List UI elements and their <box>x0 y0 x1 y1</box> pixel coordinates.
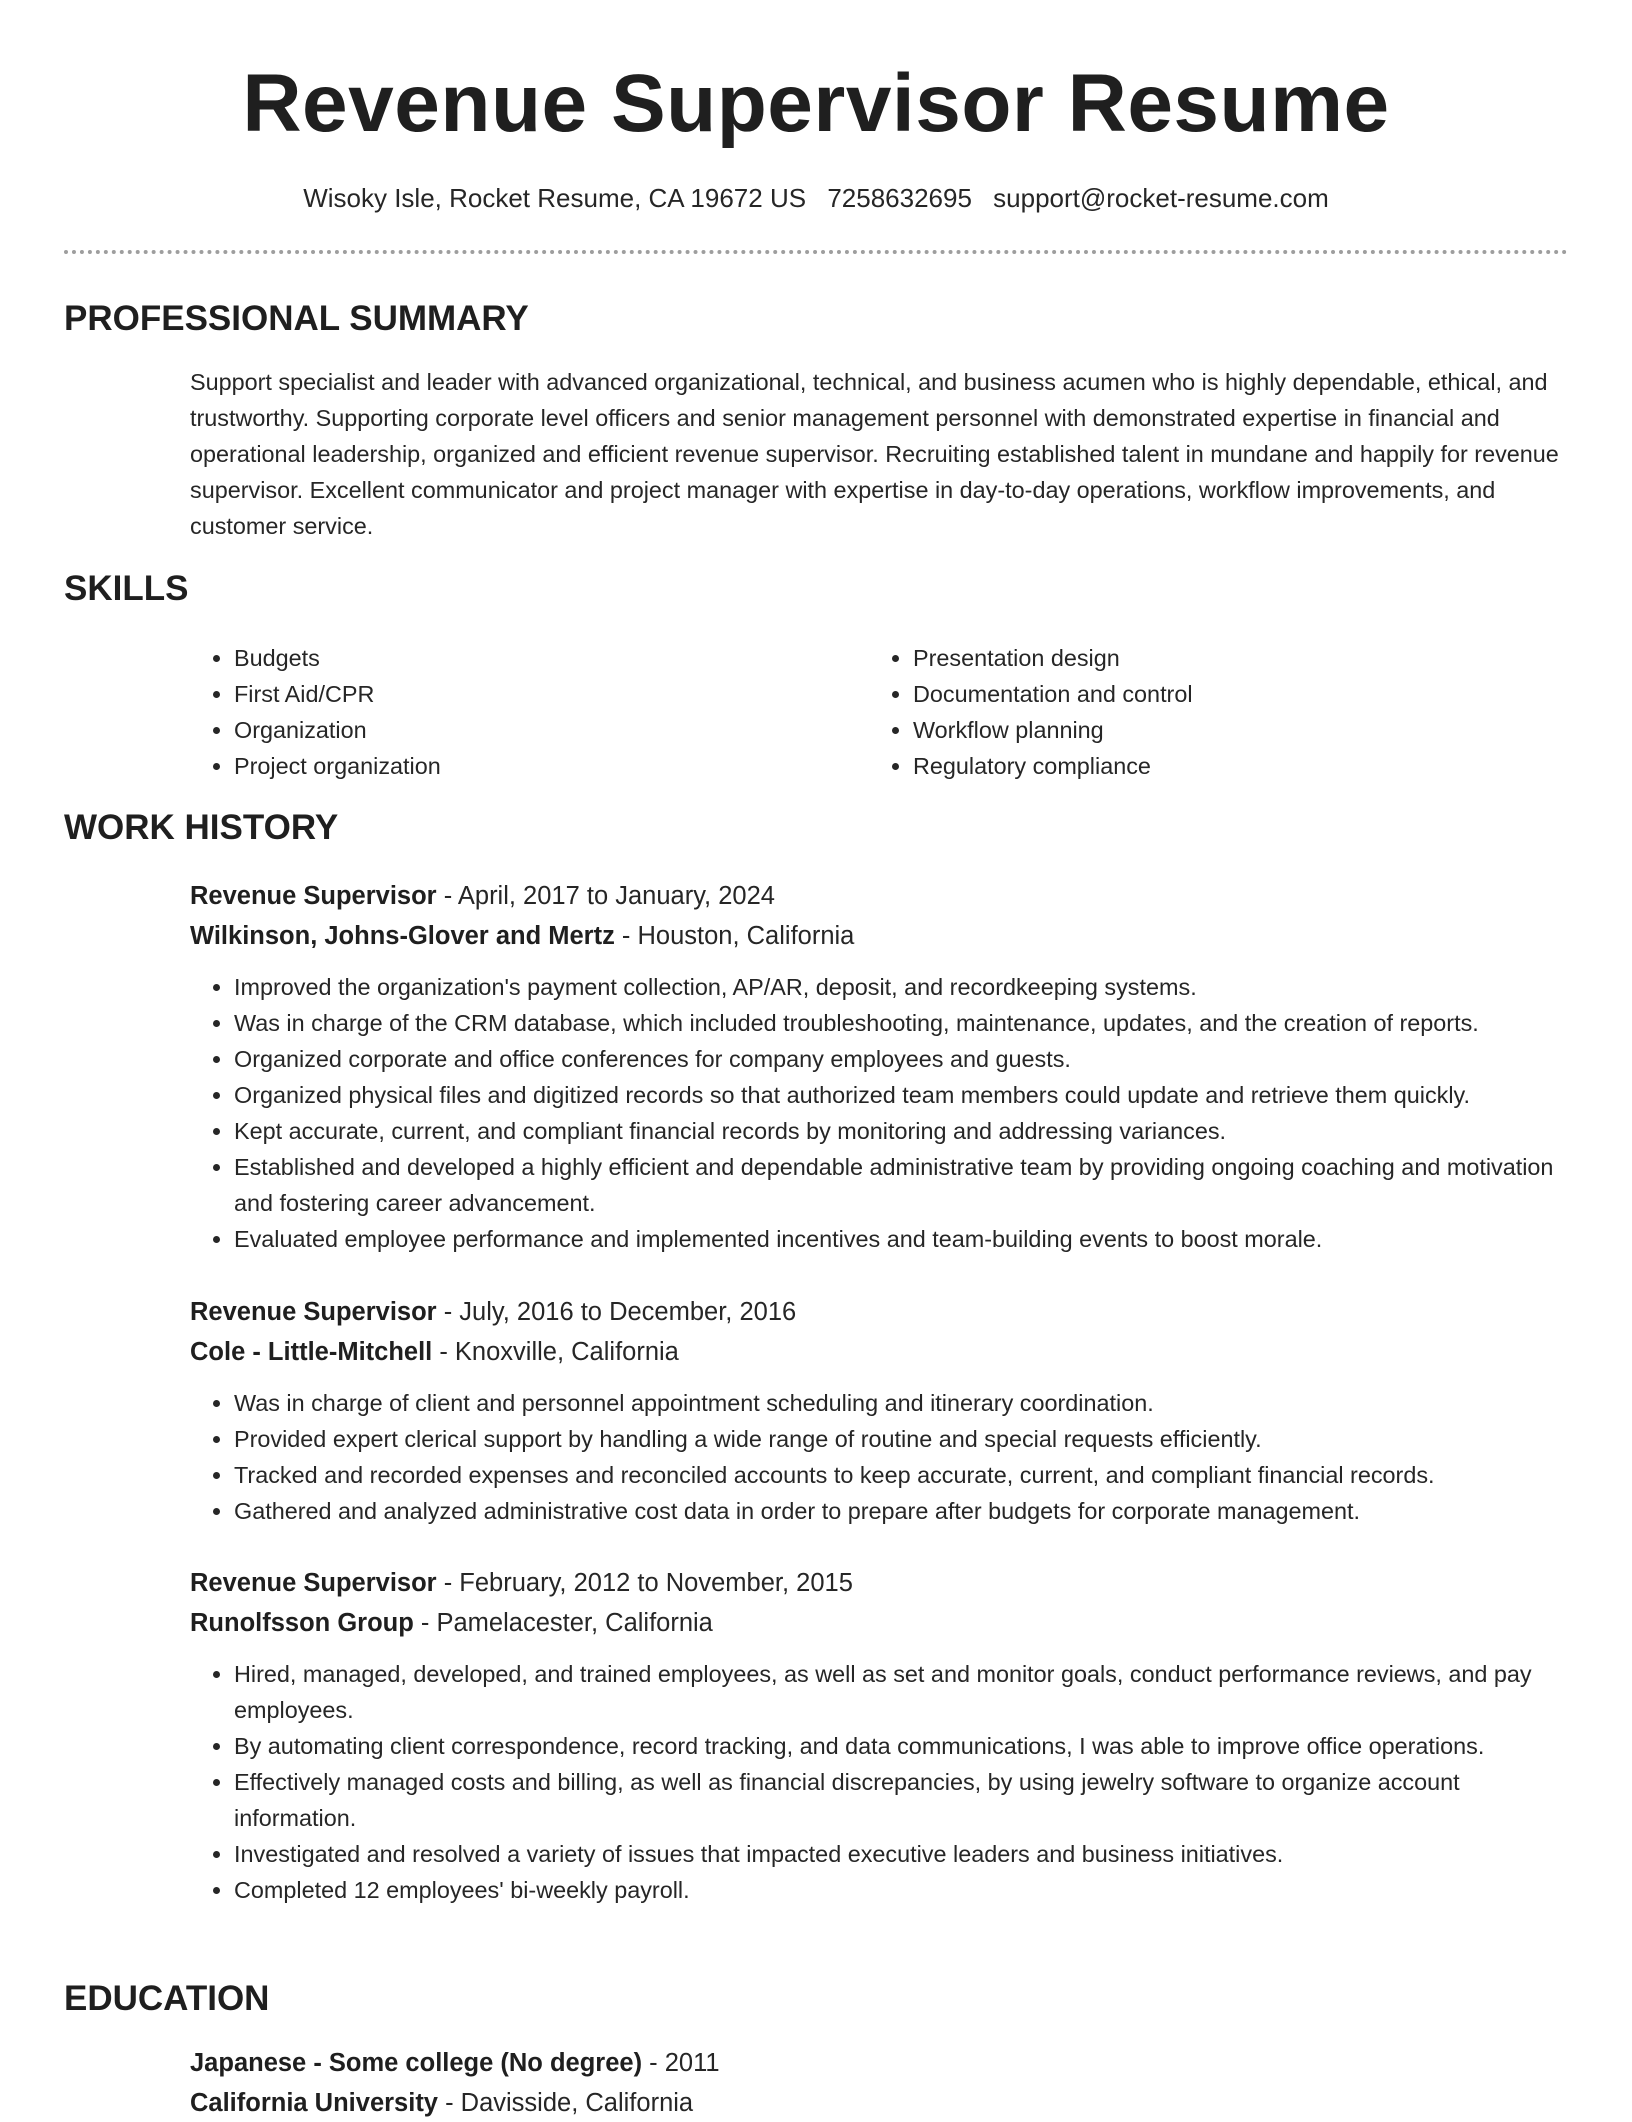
job-title-line: Revenue Supervisor - July, 2016 to December, 2016 <box>190 1298 797 1326</box>
skill-item: • Organization <box>234 712 830 748</box>
job-entry <box>190 877 1580 1257</box>
job-bullets <box>190 969 1580 1257</box>
job-bullet: • Established and developed a highly efficient and dependable administrative team by providing ongoing coaching and motivation and fostering career advancement. <box>234 1149 1580 1221</box>
header-divider <box>64 250 1568 254</box>
skills-list-right <box>869 640 1509 784</box>
job-bullet: • Improved the organization's payment collection, AP/AR, deposit, and recordkeeping systems. <box>234 969 1580 1005</box>
job-bullet: • Kept accurate, current, and compliant financial records by monitoring and addressing variances. <box>234 1113 1580 1149</box>
contact-email: support@rocket-resume.com <box>993 183 1329 213</box>
job-company: Wilkinson, Johns-Glover and Mertz <box>190 922 615 950</box>
job-location: Knoxville, California <box>454 1338 679 1366</box>
job-bullet: • Was in charge of client and personnel appointment scheduling and itinerary coordination. <box>234 1385 1580 1421</box>
job-title-line: Revenue Supervisor - April, 2017 to January, 2024 <box>190 882 775 910</box>
job-bullet: • Investigated and resolved a variety of issues that impacted executive leaders and business initiatives. <box>234 1836 1580 1872</box>
job-title: Revenue Supervisor <box>190 1298 437 1326</box>
job-bullet: • Effectively managed costs and billing, as well as financial discrepancies, by using jewelry software to organize account information. <box>234 1764 1580 1836</box>
job-bullet: • Hired, managed, developed, and trained employees, as well as set and monitor goals, conduct performance reviews, and pay employees. <box>234 1656 1580 1728</box>
job-location: Houston, California <box>637 922 855 950</box>
job-bullets <box>190 1385 1580 1529</box>
skills-column-right <box>869 640 1509 784</box>
education-location: Davisside, California <box>460 2089 694 2117</box>
job-company: Runolfsson Group <box>190 1609 414 1637</box>
section-title-skills: SKILLS <box>64 569 189 608</box>
section-title-education: EDUCATION <box>64 1979 270 2018</box>
job-bullet: • Provided expert clerical support by handling a wide range of routine and special requests efficiently. <box>234 1421 1580 1457</box>
skill-item: • Workflow planning <box>913 712 1509 748</box>
education-year: 2011 <box>664 2049 720 2077</box>
skill-item: • Presentation design <box>913 640 1509 676</box>
summary-text: Support specialist and leader with advanced organizational, technical, and business acumen who is highly dependable, ethical, and trustworthy. Supporting corporate level officers and senior management personnel with demonstrated expertise in financial and operational leadership, organized and efficient revenue supervisor. Recruiting established talent in mundane and happily for revenue supervisor. Excellent communicator and project manager with expertise in day-to-day operations, workflow improvements, and customer service. <box>190 369 1559 539</box>
contact-address: Wisoky Isle, Rocket Resume, CA 19672 US <box>303 183 807 213</box>
section-title-work-history: WORK HISTORY <box>64 808 339 847</box>
skill-item: • First Aid/CPR <box>234 676 830 712</box>
job-company-line: Wilkinson, Johns-Glover and Mertz - Houston, California <box>190 922 855 950</box>
job-dates: July, 2016 to December, 2016 <box>459 1298 797 1326</box>
skill-item: • Regulatory compliance <box>913 748 1509 784</box>
job-company-line: Cole - Little-Mitchell - Knoxville, California <box>190 1338 679 1366</box>
skill-item: • Project organization <box>234 748 830 784</box>
section-title-summary: PROFESSIONAL SUMMARY <box>64 299 529 338</box>
job-entry <box>190 1564 1580 1908</box>
job-title: Revenue Supervisor <box>190 882 437 910</box>
job-dates: February, 2012 to November, 2015 <box>459 1569 853 1597</box>
skill-item: • Documentation and control <box>913 676 1509 712</box>
education-school: California University <box>190 2089 438 2117</box>
skills-list-left <box>190 640 830 784</box>
job-company-line: Runolfsson Group - Pamelacester, California <box>190 1609 713 1637</box>
resume-title: Revenue Supervisor Resume <box>242 58 1390 149</box>
job-entry <box>190 1293 1580 1529</box>
job-bullet: • Completed 12 employees' bi-weekly payroll. <box>234 1872 1580 1908</box>
job-bullets <box>190 1656 1580 1908</box>
job-dates: April, 2017 to January, 2024 <box>457 882 775 910</box>
job-bullet: • Evaluated employee performance and implemented incentives and team-building events to boost morale. <box>234 1221 1580 1257</box>
job-location: Pamelacester, California <box>436 1609 713 1637</box>
job-bullet: • Was in charge of the CRM database, which included troubleshooting, maintenance, updates, and the creation of reports. <box>234 1005 1580 1041</box>
job-title: Revenue Supervisor <box>190 1569 437 1597</box>
education-school-line: California University - Davisside, California <box>190 2089 694 2117</box>
job-bullet: • Tracked and recorded expenses and reconciled accounts to keep accurate, current, and compliant financial records. <box>234 1457 1580 1493</box>
job-bullet: • Organized corporate and office conferences for company employees and guests. <box>234 1041 1580 1077</box>
contact-phone: 7258632695 <box>827 183 972 213</box>
skills-column-left <box>190 640 830 784</box>
job-bullet: • Gathered and analyzed administrative cost data in order to prepare after budgets for corporate management. <box>234 1493 1580 1529</box>
education-entry <box>190 2044 1580 2122</box>
education-degree: Japanese - Some college (No degree) <box>190 2049 643 2077</box>
skill-item: • Budgets <box>234 640 830 676</box>
job-bullet: • By automating client correspondence, record tracking, and data communications, I was able to improve office operations. <box>234 1728 1580 1764</box>
job-title-line: Revenue Supervisor - February, 2012 to November, 2015 <box>190 1569 853 1597</box>
contact-line <box>0 180 1632 216</box>
education-degree-line: Japanese - Some college (No degree) - 2011 <box>190 2049 720 2077</box>
job-bullet: • Organized physical files and digitized records so that authorized team members could update and retrieve them quickly. <box>234 1077 1580 1113</box>
job-company: Cole - Little-Mitchell <box>190 1338 433 1366</box>
